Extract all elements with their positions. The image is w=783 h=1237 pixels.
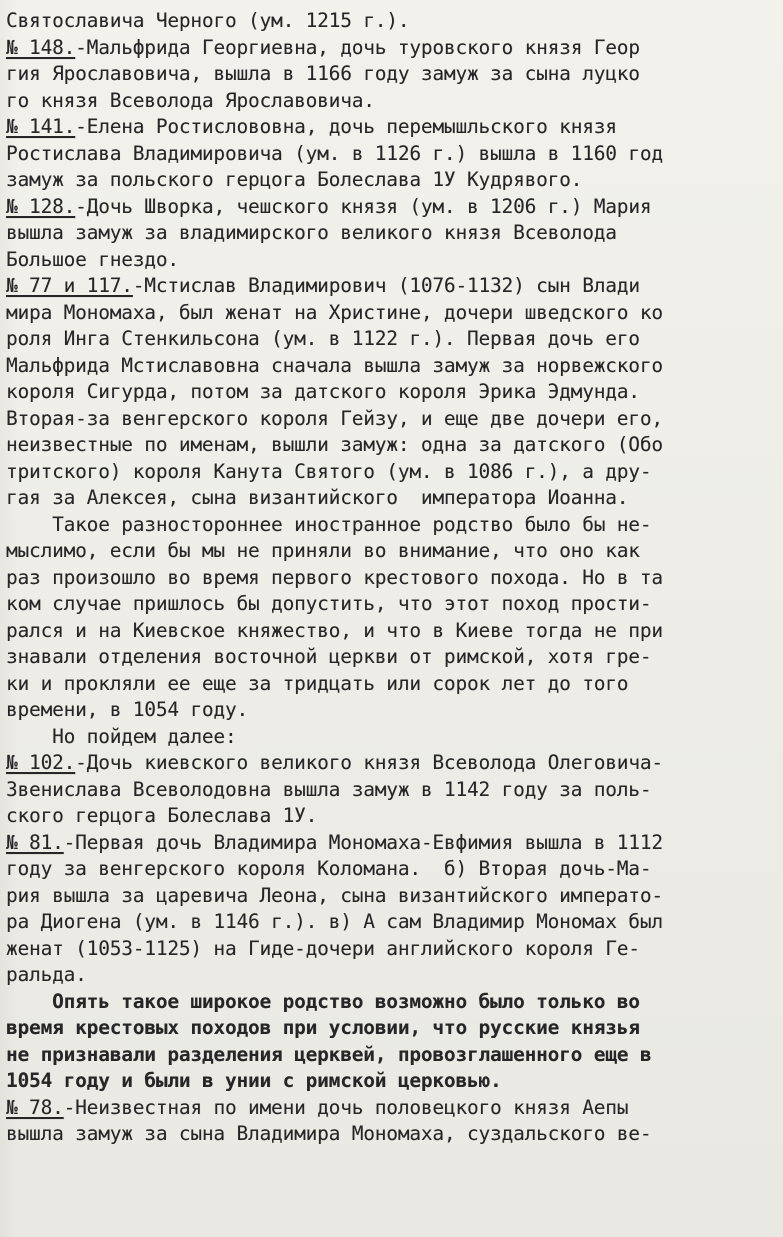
text-line (6, 88, 781, 115)
line-text: время крестовых походов при условии, что русские князья (6, 1016, 640, 1039)
line-text: гия Ярославовича, вышла в 1166 году замуж за сына луцко (6, 62, 640, 85)
text-line (6, 618, 781, 645)
text-line (6, 432, 781, 459)
text-line (6, 591, 781, 618)
reference-number: № 81. (6, 830, 64, 854)
text-line (6, 114, 781, 141)
line-text: рался и на Киевское княжество, и что в Киеве тогда не при (6, 618, 663, 642)
text-line (6, 777, 781, 804)
line-text: -Мстислав Владимирович (1076-1132) сын Влади (132, 274, 640, 297)
text-line (6, 141, 781, 168)
line-text: ральда. (6, 963, 87, 986)
text-line (6, 300, 781, 327)
reference-number: № 141. (6, 115, 76, 138)
line-text: тритского) короля Канута Святого (ум. в 1086 г.), а дру- (6, 459, 652, 483)
text-line (6, 485, 781, 512)
line-text: ского герцога Болеслава 1У. (6, 804, 318, 827)
text-line (6, 989, 781, 1016)
text-line (6, 61, 781, 88)
text-line (6, 273, 781, 300)
line-text: Ростислава Владимировича (ум. в 1126 г.) вышла в 1160 год (6, 141, 663, 165)
text-line (6, 883, 781, 910)
line-text: Мальфрида Мстиславовна сначала вышла замуж за норвежского (6, 353, 663, 377)
reference-number: № 128. (6, 194, 76, 218)
line-text: времени, в 1054 году. (6, 698, 249, 721)
line-text: ра Диогена (ум. в 1146 г.). в) А сам Владимир Мономах был (6, 910, 663, 933)
text-line (6, 512, 781, 539)
text-line (6, 459, 781, 486)
line-text: ки и прокляли ее еще за тридцать или сорок лет до того (6, 671, 629, 695)
text-line (6, 697, 781, 724)
line-text: неизвестные по именам, вышли замуж: одна за датского (Обо (6, 433, 663, 456)
line-text: го князя Всеволода Ярославовича. (6, 88, 375, 112)
line-text: знавали отделения восточной церкви от римской, хотя гре- (6, 645, 652, 668)
line-text: ком случае пришлось бы допустить, что этот поход прости- (6, 592, 652, 615)
line-text: гая за Алексея, сына византийского императора Иоанна. (6, 486, 629, 509)
text-line (6, 856, 781, 883)
text-line (6, 353, 781, 380)
text-line (6, 1042, 781, 1069)
text-line (6, 1121, 781, 1148)
text-line (6, 1068, 781, 1095)
text-line (6, 936, 781, 963)
text-line (6, 830, 781, 857)
line-text: -Мальфрида Георгиевна, дочь туровского князя Геор (75, 35, 640, 59)
line-text: вышла замуж за владимирского великого князя Всеволода (6, 221, 617, 244)
line-text: мыслимо, если бы мы не приняли во внимание, что оно как (6, 539, 640, 562)
document-body (6, 8, 781, 1148)
text-line (6, 671, 781, 698)
line-text: вышла замуж за сына Владимира Мономаха, суздальского ве- (6, 1122, 652, 1145)
text-line (6, 326, 781, 353)
line-text: короля Сигурда, потом за датского короля Эрика Эдмунда. (6, 380, 640, 403)
text-line (6, 565, 781, 592)
text-line (6, 167, 781, 194)
text-line (6, 1095, 781, 1122)
reference-number: № 78. (6, 1095, 64, 1119)
line-text: Опять такое широкое родство возможно было только во (6, 989, 640, 1013)
line-text: Такое разностороннее иностранное родство было бы не- (6, 512, 652, 536)
text-line (6, 8, 781, 35)
line-text: Большое гнездо. (6, 247, 179, 271)
text-line (6, 538, 781, 565)
line-text: Вторая-за венгерского короля Гейзу, и еще две дочери его, (6, 406, 663, 430)
line-text: 1054 году и были в унии с римской церковью. (6, 1069, 502, 1092)
line-text: женат (1053-1125) на Гиде-дочери английского короля Ге- (6, 936, 640, 960)
line-text: раз произошло во время первого крестового похода. Но в та (6, 565, 663, 589)
text-line (6, 962, 781, 989)
line-text: -Елена Ростислововна, дочь перемышльского князя (75, 115, 617, 138)
text-line (6, 406, 781, 433)
text-line (6, 220, 781, 247)
text-line (6, 644, 781, 671)
text-line (6, 803, 781, 830)
line-text: -Дочь Шворка, чешского князя (ум. в 1206 г.) Мария (75, 194, 652, 218)
reference-number: № 148. (6, 35, 76, 59)
line-text: Звенислава Всеволодовна вышла замуж в 1142 году за поль- (6, 777, 652, 801)
text-line (6, 1015, 781, 1042)
reference-number: № 102. (6, 751, 76, 774)
line-text: -Дочь киевского великого князя Всеволода Олеговича- (75, 751, 663, 774)
reference-number: № 77 и 117. (6, 274, 133, 297)
text-line (6, 379, 781, 406)
line-text: -Первая дочь Владимира Мономаха-Евфимия вышла в 1112 (63, 830, 663, 854)
line-text: Но пойдем далее: (6, 724, 237, 748)
line-text: -Неизвестная по имени дочь половецкого князя Аепы (63, 1095, 629, 1119)
line-text: замуж за польского герцога Болеслава 1У Кудрявого. (6, 168, 583, 191)
text-line (6, 194, 781, 221)
line-text: роля Инга Стенкильсона (ум. в 1122 г.). Первая дочь его (6, 327, 640, 350)
line-text: мира Мономаха, был женат на Христине, дочери шведского ко (6, 300, 663, 324)
text-line (6, 35, 781, 62)
text-line (6, 909, 781, 936)
text-line (6, 750, 781, 777)
text-line (6, 724, 781, 751)
line-text: рия вышла за царевича Леона, сына византийского императо- (6, 883, 663, 907)
text-line (6, 247, 781, 274)
line-text: Святославича Черного (ум. 1215 г.). (6, 9, 410, 32)
line-text: не признавали разделения церквей, провозглашенного еще в (6, 1042, 652, 1066)
line-text: году за венгерского короля Коломана. б) Вторая дочь-Ма- (6, 857, 652, 880)
